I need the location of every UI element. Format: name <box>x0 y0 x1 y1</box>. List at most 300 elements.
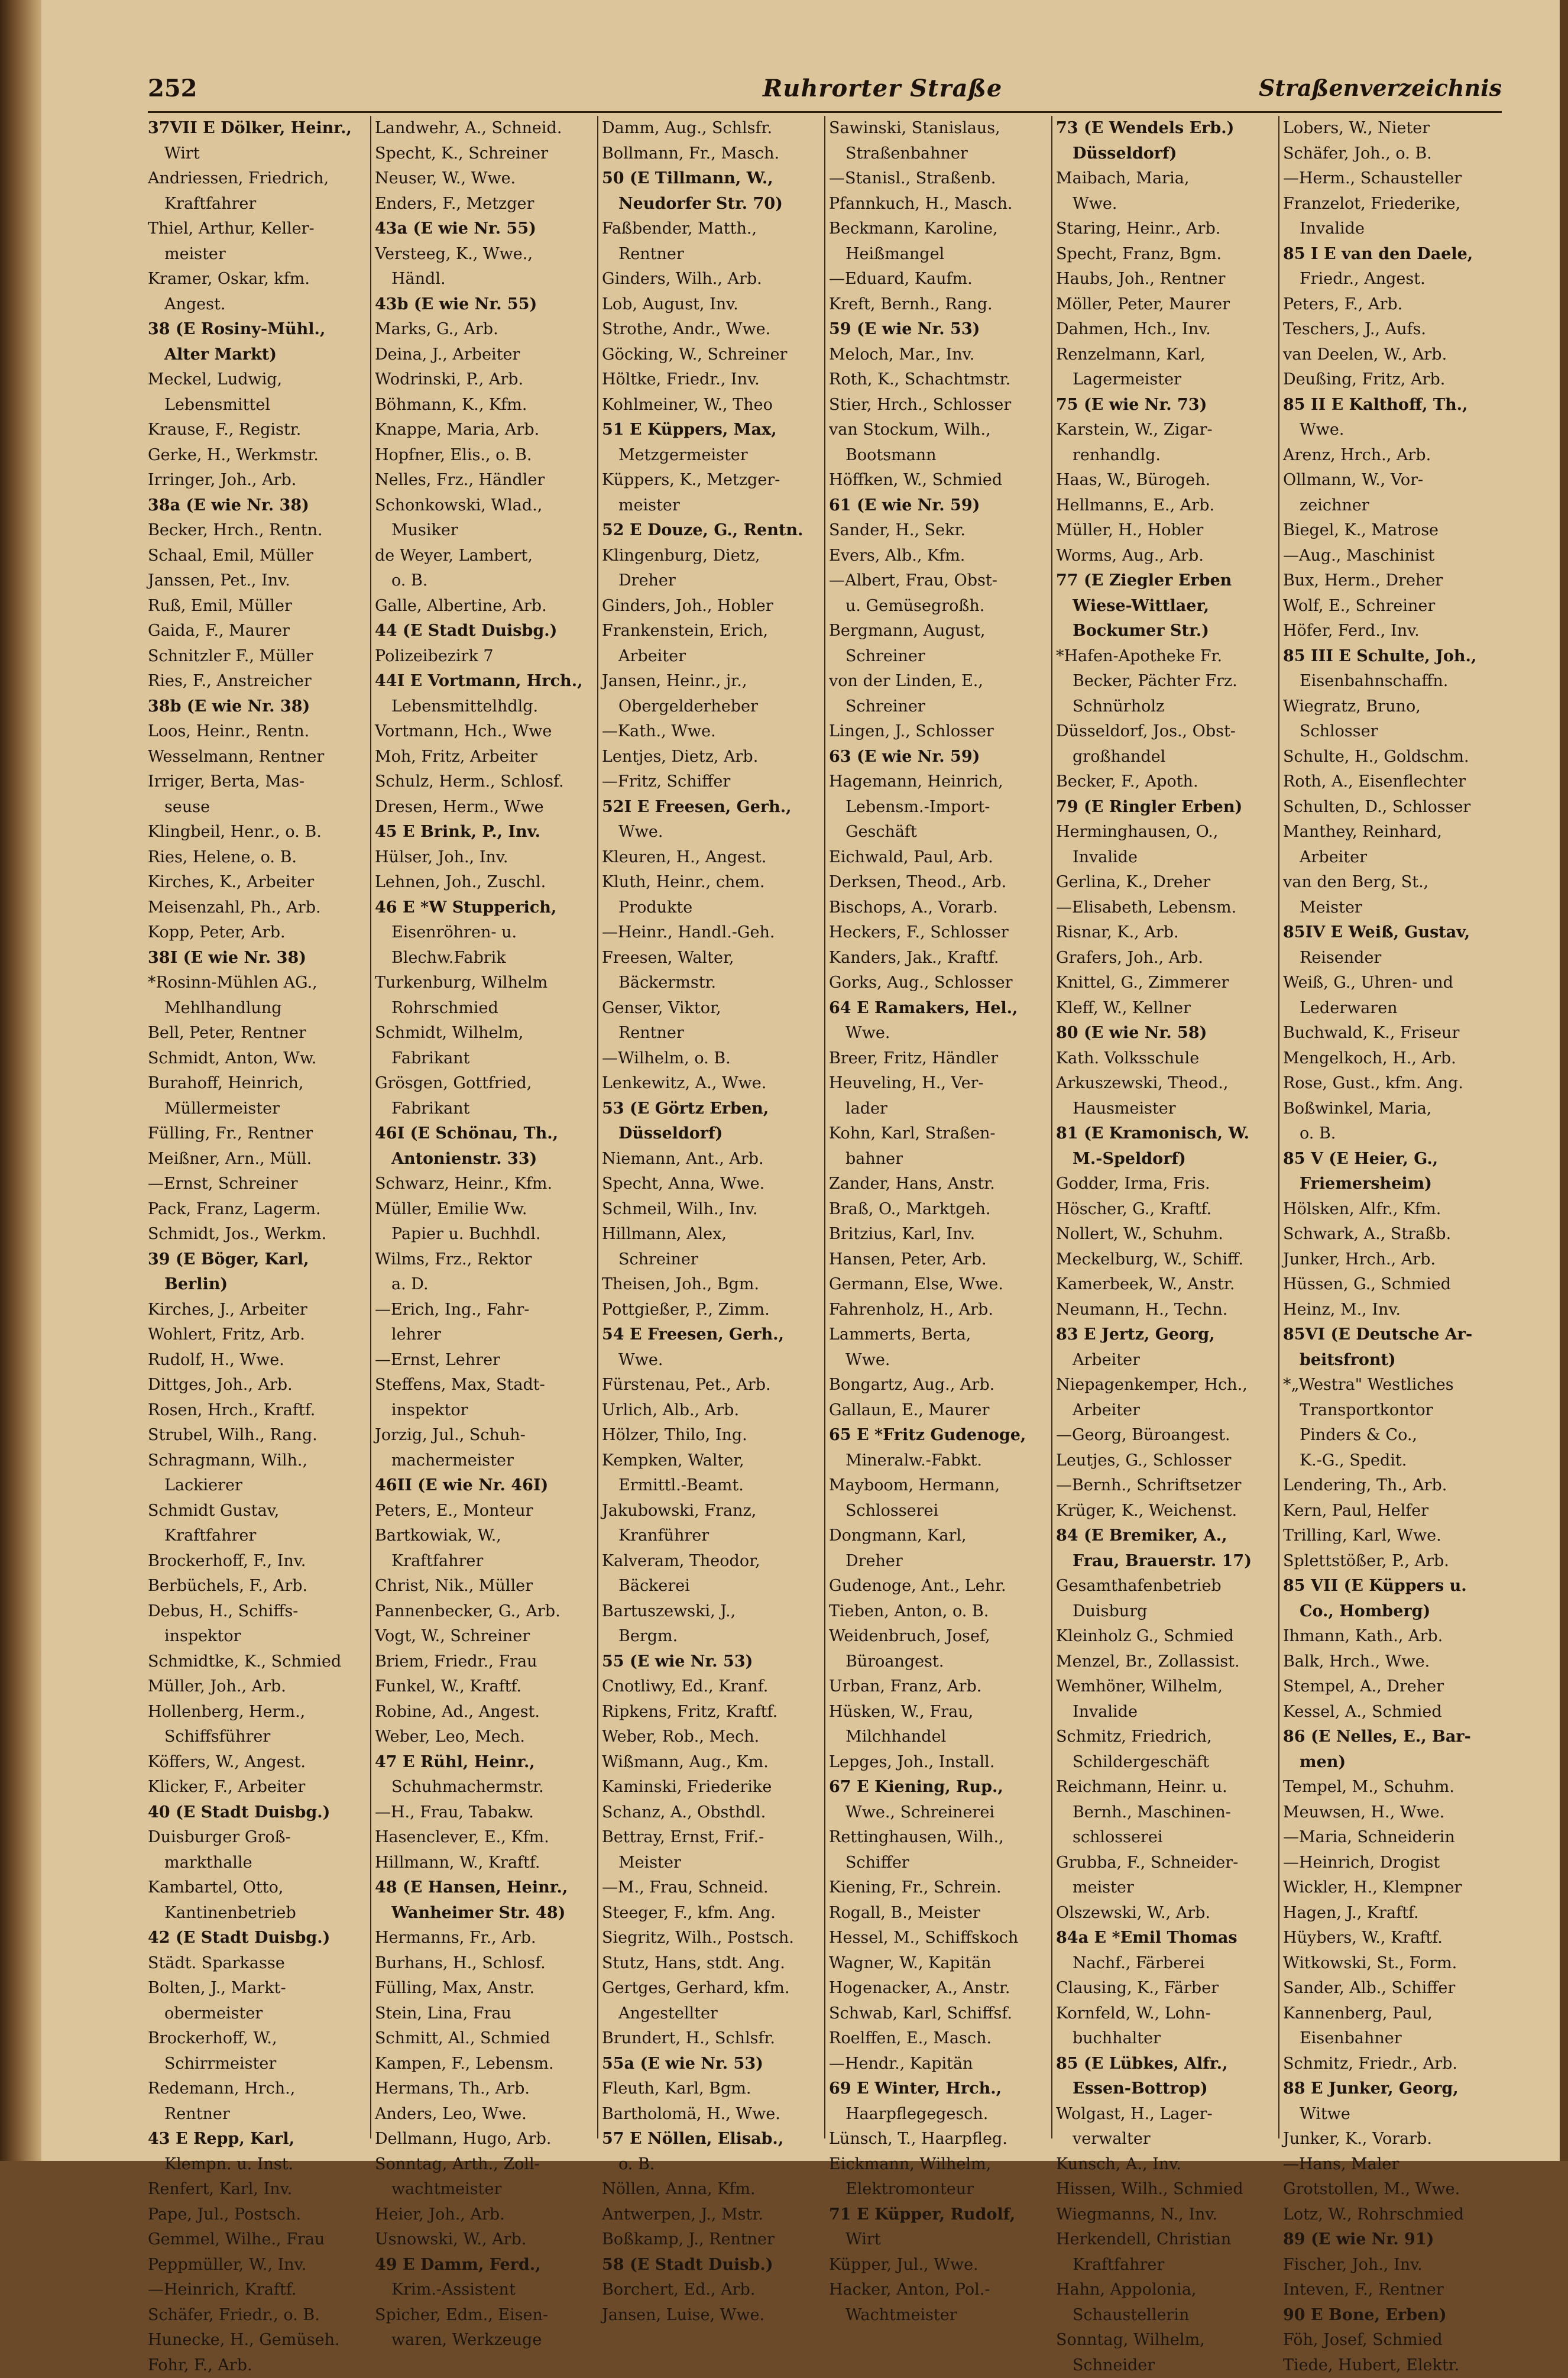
resident-entry: Lebensmittelhdlg. <box>375 694 597 720</box>
resident-entry: Wwe. <box>602 820 824 845</box>
resident-entry: Schaal, Emil, Müller <box>148 543 370 569</box>
resident-entry: Kaminski, Friederike <box>602 1775 824 1800</box>
column-6 <box>1283 116 1505 2138</box>
resident-entry: Neuser, W., Wwe. <box>375 166 597 192</box>
resident-entry: Specht, Franz, Bgm. <box>1056 242 1278 267</box>
resident-entry: —Georg, Büroangest. <box>1056 1423 1278 1448</box>
resident-entry: Lob, August, Inv. <box>602 292 824 318</box>
resident-entry: Wesselmann, Rentner <box>148 745 370 770</box>
resident-entry: Friedr., Angest. <box>1283 267 1505 292</box>
resident-entry: Wwe. <box>829 1348 1051 1373</box>
resident-entry: Dreher <box>829 1549 1051 1574</box>
resident-entry: Wißmann, Aug., Km. <box>602 1750 824 1775</box>
resident-entry: Ries, F., Anstreicher <box>148 669 370 694</box>
house-number-entry: Alter Markt) <box>148 342 370 368</box>
resident-entry: —H., Frau, Tabakw. <box>375 1800 597 1826</box>
resident-entry: Bäckerei <box>602 1574 824 1599</box>
resident-entry: Enders, F., Metzger <box>375 192 597 217</box>
resident-entry: verwalter <box>1056 2127 1278 2152</box>
resident-entry: von der Linden, E., <box>829 669 1051 694</box>
house-number-entry: 49 E Damm, Ferd., <box>375 2253 597 2278</box>
resident-entry: Eichwald, Paul, Arb. <box>829 845 1051 871</box>
resident-entry: Städt. Sparkasse <box>148 1951 370 1976</box>
resident-entry: Burahoff, Heinrich, <box>148 1071 370 1096</box>
resident-entry: Hasenclever, E., Kfm. <box>375 1825 597 1850</box>
resident-entry: Schildergeschäft <box>1056 1750 1278 1775</box>
resident-entry: Jansen, Luise, Wwe. <box>602 2303 824 2328</box>
resident-entry: Händl. <box>375 267 597 292</box>
resident-entry: Irriger, Berta, Mas- <box>148 769 370 795</box>
resident-entry: meister <box>602 493 824 519</box>
resident-entry: K.-G., Spedit. <box>1283 1448 1505 1474</box>
resident-entry: Olszewski, W., Arb. <box>1056 1901 1278 1926</box>
resident-entry: Karstein, W., Zigar- <box>1056 418 1278 443</box>
resident-entry: Staring, Heinr., Arb. <box>1056 216 1278 242</box>
resident-entry: Tempel, M., Schuhm. <box>1283 1775 1505 1800</box>
resident-entry: Stier, Hrch., Schlosser <box>829 393 1051 418</box>
house-number-entry: 88 E Junker, Georg, <box>1283 2076 1505 2102</box>
house-number-entry: 58 (E Stadt Duisb.) <box>602 2253 824 2278</box>
resident-entry: Weidenbruch, Josef, <box>829 1624 1051 1649</box>
resident-entry: Meister <box>1283 895 1505 921</box>
resident-entry: Lendering, Th., Arb. <box>1283 1473 1505 1499</box>
resident-entry: Damm, Aug., Schlsfr. <box>602 116 824 141</box>
resident-entry: —Fritz, Schiffer <box>602 769 824 795</box>
resident-entry: Metzgermeister <box>602 443 824 468</box>
resident-entry: Hölzer, Thilo, Ing. <box>602 1423 824 1448</box>
resident-entry: Hellmanns, E., Arb. <box>1056 493 1278 519</box>
resident-entry: Siegritz, Wilh., Postsch. <box>602 1926 824 1951</box>
house-number-entry: 40 (E Stadt Duisbg.) <box>148 1800 370 1826</box>
resident-entry: —Eduard, Kaufm. <box>829 267 1051 292</box>
resident-entry: Schmidt Gustav, <box>148 1499 370 1524</box>
resident-entry: Bell, Peter, Rentner <box>148 1021 370 1046</box>
resident-entry: Föh, Josef, Schmied <box>1283 2328 1505 2353</box>
house-number-entry: 85 V (E Heier, G., <box>1283 1147 1505 1172</box>
resident-entry: Kramer, Oskar, kfm. <box>148 267 370 292</box>
resident-entry: Vortmann, Hch., Wwe <box>375 719 597 745</box>
resident-entry: Schmidtke, K., Schmied <box>148 1649 370 1675</box>
resident-entry: Bux, Herm., Dreher <box>1283 568 1505 594</box>
resident-entry: Hogenacker, A., Anstr. <box>829 1976 1051 2001</box>
resident-entry: Krüger, K., Weichenst. <box>1056 1499 1278 1524</box>
resident-entry: Kornfeld, W., Lohn- <box>1056 2001 1278 2027</box>
resident-entry: Bartuszewski, J., <box>602 1599 824 1625</box>
resident-entry: Manthey, Reinhard, <box>1283 820 1505 845</box>
resident-entry: Hagemann, Heinrich, <box>829 769 1051 795</box>
house-number-entry: 52I E Freesen, Gerh., <box>602 795 824 820</box>
resident-entry: Sander, Alb., Schiffer <box>1283 1976 1505 2001</box>
resident-entry: Milchhandel <box>829 1725 1051 1750</box>
resident-entry: Hölsken, Alfr., Kfm. <box>1283 1197 1505 1222</box>
resident-entry: Witwe <box>1283 2102 1505 2127</box>
resident-entry: Bartkowiak, W., <box>375 1523 597 1549</box>
resident-entry: meister <box>1056 1875 1278 1901</box>
resident-entry: Worms, Aug., Arb. <box>1056 543 1278 569</box>
resident-entry: Papier u. Buchhdl. <box>375 1222 597 1247</box>
resident-entry: Kohn, Karl, Straßen- <box>829 1121 1051 1147</box>
house-number-entry: 46II (E wie Nr. 46I) <box>375 1473 597 1499</box>
resident-entry: markthalle <box>148 1850 370 1876</box>
resident-entry: Müllermeister <box>148 1096 370 1122</box>
resident-entry: Britzius, Karl, Inv. <box>829 1222 1051 1247</box>
resident-entry: Grubba, F., Schneider- <box>1056 1850 1278 1876</box>
resident-entry: Renzelmann, Karl, <box>1056 342 1278 368</box>
resident-entry: Fülling, Fr., Rentner <box>148 1121 370 1147</box>
resident-entry: Reichmann, Heinr. u. <box>1056 1775 1278 1800</box>
resident-entry: Böhmann, K., Kfm. <box>375 393 597 418</box>
resident-entry: Eisenbahner <box>1283 2026 1505 2052</box>
resident-entry: Rentner <box>602 1021 824 1046</box>
resident-entry: Lotz, W., Rohrschmied <box>1283 2202 1505 2228</box>
resident-entry: Schwarz, Heinr., Kfm. <box>375 1172 597 1197</box>
section-title: Straßenverzeichnis <box>1259 75 1502 101</box>
house-number-entry: 80 (E wie Nr. 58) <box>1056 1021 1278 1046</box>
house-number-entry: 83 E Jertz, Georg, <box>1056 1322 1278 1348</box>
resident-entry: Kessel, A., Schmied <box>1283 1700 1505 1725</box>
resident-entry: Niepagenkemper, Hch., <box>1056 1373 1278 1398</box>
resident-entry: Clausing, K., Färber <box>1056 1976 1278 2001</box>
resident-entry: Fabrikant <box>375 1096 597 1122</box>
resident-entry: Hansen, Peter, Arb. <box>829 1247 1051 1273</box>
resident-entry: großhandel <box>1056 745 1278 770</box>
resident-entry: Gesamthafenbetrieb <box>1056 1574 1278 1599</box>
resident-entry: Hillmann, W., Kraftf. <box>375 1850 597 1876</box>
house-number-entry: 69 E Winter, Hrch., <box>829 2076 1051 2102</box>
house-number-entry: 38I (E wie Nr. 38) <box>148 946 370 971</box>
resident-entry: Teschers, J., Aufs. <box>1283 317 1505 342</box>
resident-entry: Invalide <box>1056 845 1278 871</box>
resident-entry: Kalveram, Theodor, <box>602 1549 824 1574</box>
resident-entry: Eisenbahnschaffn. <box>1283 669 1505 694</box>
resident-entry: Invalide <box>1283 216 1505 242</box>
resident-entry: Niemann, Ant., Arb. <box>602 1147 824 1172</box>
resident-entry: Küpper, Jul., Wwe. <box>829 2253 1051 2278</box>
resident-entry: Kirches, J., Arbeiter <box>148 1298 370 1323</box>
resident-entry: Dresen, Herm., Wwe <box>375 795 597 820</box>
resident-entry: Obergelderheber <box>602 694 824 720</box>
house-number-entry: 90 E Bone, Erben) <box>1283 2303 1505 2328</box>
resident-entry: Balk, Hrch., Wwe. <box>1283 1649 1505 1675</box>
resident-entry: Kamerbeek, W., Anstr. <box>1056 1272 1278 1298</box>
house-number-entry: 67 E Kiening, Rup., <box>829 1775 1051 1800</box>
resident-entry: Wagner, W., Kapitän <box>829 1951 1051 1976</box>
resident-entry: Jakubowski, Franz, <box>602 1499 824 1524</box>
resident-entry: Breer, Fritz, Händler <box>829 1046 1051 1072</box>
page-edge <box>1560 0 1568 2161</box>
house-number-entry: 46I (E Schönau, Th., <box>375 1121 597 1147</box>
resident-entry: —Kath., Wwe. <box>602 719 824 745</box>
resident-entry: Schonkowski, Wlad., <box>375 493 597 519</box>
resident-entry: de Weyer, Lambert, <box>375 543 597 569</box>
resident-entry: Ginders, Joh., Hobler <box>602 594 824 619</box>
resident-entry: Boßkamp, J., Rentner <box>602 2227 824 2253</box>
resident-entry: Kranführer <box>602 1523 824 1549</box>
resident-entry: Burhans, H., Schlosf. <box>375 1951 597 1976</box>
resident-entry: Fahrenholz, H., Arb. <box>829 1298 1051 1323</box>
resident-entry: Weber, Rob., Mech. <box>602 1725 824 1750</box>
house-number-entry: 50 (E Tillmann, W., <box>602 166 824 192</box>
page-header <box>148 75 1502 110</box>
resident-entry: Strothe, Andr., Wwe. <box>602 317 824 342</box>
house-number-entry: Antonienstr. 33) <box>375 1147 597 1172</box>
resident-entry: Brundert, H., Schlsfr. <box>602 2026 824 2052</box>
resident-entry: inspektor <box>375 1398 597 1423</box>
resident-entry: Lentjes, Dietz, Arb. <box>602 745 824 770</box>
resident-entry: Fülling, Max, Anstr. <box>375 1976 597 2001</box>
resident-entry: Steeger, F., kfm. Ang. <box>602 1901 824 1926</box>
resident-entry: —Ernst, Schreiner <box>148 1172 370 1197</box>
house-number-entry: beitsfront) <box>1283 1348 1505 1373</box>
resident-entry: Bollmann, Fr., Masch. <box>602 141 824 167</box>
resident-entry: Schmitt, Al., Schmied <box>375 2026 597 2052</box>
resident-entry: Debus, H., Schiffs- <box>148 1599 370 1625</box>
resident-entry: Dittges, Joh., Arb. <box>148 1373 370 1398</box>
resident-entry: seuse <box>148 795 370 820</box>
house-number-entry: 89 (E wie Nr. 91) <box>1283 2227 1505 2253</box>
resident-entry: Müller, H., Hobler <box>1056 518 1278 543</box>
resident-entry: —M., Frau, Schneid. <box>602 1875 824 1901</box>
resident-entry: Hüsken, W., Frau, <box>829 1700 1051 1725</box>
resident-entry: Dahmen, Hch., Inv. <box>1056 317 1278 342</box>
resident-entry: —Heinrich, Drogist <box>1283 1850 1505 1876</box>
house-number-entry: 46 E *W Stupperich, <box>375 895 597 921</box>
resident-entry: Borchert, Ed., Arb. <box>602 2277 824 2303</box>
resident-entry: Reisender <box>1283 946 1505 971</box>
resident-entry: Hermans, Th., Arb. <box>375 2076 597 2102</box>
resident-entry: Arbeiter <box>1056 1348 1278 1373</box>
resident-entry: obermeister <box>148 2001 370 2027</box>
resident-entry: Hüybers, W., Kraftf. <box>1283 1926 1505 1951</box>
resident-entry: Peters, F., Arb. <box>1283 292 1505 318</box>
house-number-entry: Friemersheim) <box>1283 1172 1505 1197</box>
resident-entry: Müller, Joh., Arb. <box>148 1674 370 1700</box>
resident-entry: Ihmann, Kath., Arb. <box>1283 1624 1505 1649</box>
resident-entry: Janssen, Pet., Inv. <box>148 568 370 594</box>
resident-entry: waren, Werkzeuge <box>375 2328 597 2353</box>
resident-entry: Stutz, Hans, stdt. Ang. <box>602 1951 824 1976</box>
resident-entry: Schwab, Karl, Schiffsf. <box>829 2001 1051 2027</box>
resident-entry: Lammerts, Berta, <box>829 1322 1051 1348</box>
column-5 <box>1056 116 1279 2138</box>
resident-entry: —Bernh., Schriftsetzer <box>1056 1473 1278 1499</box>
column-1 <box>148 116 371 2138</box>
resident-entry: Galle, Albertine, Arb. <box>375 594 597 619</box>
resident-entry: Redemann, Hrch., <box>148 2076 370 2102</box>
resident-entry: Schanz, A., Obsthdl. <box>602 1800 824 1826</box>
resident-entry: Turkenburg, Wilhelm <box>375 970 597 996</box>
resident-entry: Junker, Hrch., Arb. <box>1283 1247 1505 1273</box>
resident-entry: Godder, Irma, Fris. <box>1056 1172 1278 1197</box>
resident-entry: Versteeg, K., Wwe., <box>375 242 597 267</box>
resident-entry: Wachtmeister <box>829 2303 1051 2328</box>
resident-entry: Wilms, Frz., Rektor <box>375 1247 597 1273</box>
resident-entry: Risnar, K., Arb. <box>1056 920 1278 946</box>
resident-entry: Renfert, Karl, Inv. <box>148 2177 370 2202</box>
resident-entry: Marks, G., Arb. <box>375 317 597 342</box>
resident-entry: Rentner <box>602 242 824 267</box>
resident-entry: Leutjes, G., Schlosser <box>1056 1448 1278 1474</box>
resident-entry: Grotstollen, M., Wwe. <box>1283 2177 1505 2202</box>
resident-entry: Ries, Helene, o. B. <box>148 845 370 871</box>
house-number-entry: 85 VII (E Küppers u. <box>1283 1574 1505 1599</box>
resident-entry: Herkendell, Christian <box>1056 2227 1278 2253</box>
resident-entry: Pack, Franz, Lagerm. <box>148 1197 370 1222</box>
resident-entry: Krause, F., Registr. <box>148 418 370 443</box>
house-number-entry: 43a (E wie Nr. 55) <box>375 216 597 242</box>
resident-entry: Jorzig, Jul., Schuh- <box>375 1423 597 1448</box>
resident-entry: Meisenzahl, Ph., Arb. <box>148 895 370 921</box>
resident-entry: Kraftfahrer <box>1056 2253 1278 2278</box>
resident-entry: Gerke, H., Werkmstr. <box>148 443 370 468</box>
resident-entry: u. Gemüsegroßh. <box>829 594 1051 619</box>
resident-entry: buchhalter <box>1056 2026 1278 2052</box>
resident-entry: —Herm., Schausteller <box>1283 166 1505 192</box>
resident-entry: Klicker, F., Arbeiter <box>148 1775 370 1800</box>
resident-entry: Arbeiter <box>1056 1398 1278 1423</box>
resident-entry: Wodrinski, P., Arb. <box>375 367 597 393</box>
resident-entry: Schulte, H., Goldschm. <box>1283 745 1505 770</box>
resident-entry: Fischer, Joh., Inv. <box>1283 2253 1505 2278</box>
house-number-entry: 37VII E Dölker, Heinr., <box>148 116 370 141</box>
resident-entry: Wohlert, Fritz, Arb. <box>148 1322 370 1348</box>
house-number-entry: 63 (E wie Nr. 59) <box>829 745 1051 770</box>
resident-entry: Meckel, Ludwig, <box>148 367 370 393</box>
resident-entry: *„Westra" Westliches <box>1283 1373 1505 1398</box>
resident-entry: Cnotliwy, Ed., Kranf. <box>602 1674 824 1700</box>
resident-entry: Meister <box>602 1850 824 1876</box>
resident-entry: Kraftfahrer <box>375 1549 597 1574</box>
resident-entry: Hessel, M., Schiffskoch <box>829 1926 1051 1951</box>
resident-entry: Gerlina, K., Dreher <box>1056 870 1278 895</box>
resident-entry: Hillmann, Alex, <box>602 1222 824 1247</box>
resident-entry: o. B. <box>375 568 597 594</box>
resident-entry: Peppmüller, W., Inv. <box>148 2253 370 2278</box>
resident-entry: Schiffer <box>829 1850 1051 1876</box>
house-number-entry: Essen-Bottrop) <box>1056 2076 1278 2102</box>
house-number-entry: 39 (E Böger, Karl, <box>148 1247 370 1273</box>
resident-entry: Lagermeister <box>1056 367 1278 393</box>
resident-entry: Vogt, W., Schreiner <box>375 1624 597 1649</box>
house-number-entry: 71 E Küpper, Rudolf, <box>829 2202 1051 2228</box>
resident-entry: van den Berg, St., <box>1283 870 1505 895</box>
house-number-entry: 85 II E Kalthoff, Th., <box>1283 393 1505 418</box>
resident-entry: Möller, Peter, Maurer <box>1056 292 1278 318</box>
resident-entry: Schmidt, Anton, Ww. <box>148 1046 370 1072</box>
resident-entry: Schulten, D., Schlosser <box>1283 795 1505 820</box>
resident-entry: Meißner, Arn., Müll. <box>148 1147 370 1172</box>
resident-entry: Bolten, J., Markt- <box>148 1976 370 2001</box>
resident-entry: Klingbeil, Henr., o. B. <box>148 820 370 845</box>
resident-entry: Jansen, Heinr., jr., <box>602 669 824 694</box>
resident-entry: Steffens, Max, Stadt- <box>375 1373 597 1398</box>
resident-entry: Wirt <box>829 2227 1051 2253</box>
house-number-entry: 44 (E Stadt Duisbg.) <box>375 619 597 644</box>
house-number-entry: 64 E Ramakers, Hel., <box>829 996 1051 1021</box>
resident-entry: Specht, K., Schreiner <box>375 141 597 167</box>
resident-entry: Schnürholz <box>1056 694 1278 720</box>
resident-entry: Mineralw.-Fabkt. <box>829 1448 1051 1474</box>
house-number-entry: 73 (E Wendels Erb.) <box>1056 116 1278 141</box>
resident-entry: Becker, Hrch., Rentn. <box>148 518 370 543</box>
resident-entry: Schneider <box>1056 2353 1278 2378</box>
resident-entry: Höfer, Ferd., Inv. <box>1283 619 1505 644</box>
resident-entry: Haas, W., Bürogeh. <box>1056 468 1278 493</box>
resident-entry: Kantinenbetrieb <box>148 1901 370 1926</box>
resident-entry: bahner <box>829 1147 1051 1172</box>
resident-entry: Fabrikant <box>375 1046 597 1072</box>
resident-entry: Bettray, Ernst, Frif.- <box>602 1825 824 1850</box>
resident-entry: Rose, Gust., kfm. Ang. <box>1283 1071 1505 1096</box>
resident-entry: Inteven, F., Rentner <box>1283 2277 1505 2303</box>
house-number-entry: 42 (E Stadt Duisbg.) <box>148 1926 370 1951</box>
resident-entry: Kopp, Peter, Arb. <box>148 920 370 946</box>
page-number: 252 <box>148 75 197 102</box>
resident-entry: Lepges, Joh., Install. <box>829 1750 1051 1775</box>
resident-entry: —Wilhelm, o. B. <box>602 1046 824 1072</box>
resident-entry: Buchwald, K., Friseur <box>1283 1021 1505 1046</box>
resident-entry: Wolgast, H., Lager- <box>1056 2102 1278 2127</box>
resident-entry: Dongmann, Karl, <box>829 1523 1051 1549</box>
resident-entry: Schmitz, Friedr., Arb. <box>1283 2052 1505 2077</box>
resident-entry: Schreiner <box>829 694 1051 720</box>
resident-entry: Schwark, A., Straßb. <box>1283 1222 1505 1247</box>
resident-entry: Gaida, F., Maurer <box>148 619 370 644</box>
house-number-entry: 45 E Brink, P., Inv. <box>375 820 597 845</box>
resident-entry: Rentner <box>148 2102 370 2127</box>
resident-entry: machermeister <box>375 1448 597 1474</box>
resident-entry: Irringer, Joh., Arb. <box>148 468 370 493</box>
house-number-entry: Bockumer Str.) <box>1056 619 1278 644</box>
resident-entry: Bäckermstr. <box>602 970 824 996</box>
resident-entry: Schlosserei <box>829 1499 1051 1524</box>
resident-entry: Kohlmeiner, W., Theo <box>602 393 824 418</box>
resident-entry: Bernh., Maschinen- <box>1056 1800 1278 1826</box>
resident-entry: Anders, Leo, Wwe. <box>375 2102 597 2127</box>
resident-entry: inspektor <box>148 1624 370 1649</box>
resident-entry: Wwe. <box>602 1348 824 1373</box>
resident-entry: Lederwaren <box>1283 996 1505 1021</box>
resident-entry: Pape, Jul., Postsch. <box>148 2202 370 2228</box>
house-number-entry: Düsseldorf) <box>602 1121 824 1147</box>
house-number-entry: 47 E Rühl, Heinr., <box>375 1750 597 1775</box>
house-number-entry: 61 (E wie Nr. 59) <box>829 493 1051 519</box>
book-binding <box>0 0 41 2161</box>
resident-entry: Thiel, Arthur, Keller- <box>148 216 370 242</box>
resident-entry: —Heinr., Handl.-Geh. <box>602 920 824 946</box>
resident-entry: van Stockum, Wilh., <box>829 418 1051 443</box>
resident-entry: Rudolf, H., Wwe. <box>148 1348 370 1373</box>
resident-entry: Bergm. <box>602 1624 824 1649</box>
resident-entry: Kath. Volksschule <box>1056 1046 1278 1072</box>
resident-entry: Lehnen, Joh., Zuschl. <box>375 870 597 895</box>
resident-entry: Kannenberg, Paul, <box>1283 2001 1505 2027</box>
resident-entry: Meloch, Mar., Inv. <box>829 342 1051 368</box>
resident-entry: Angestellter <box>602 2001 824 2027</box>
resident-entry: Menzel, Br., Zollassist. <box>1056 1649 1278 1675</box>
resident-entry: Kempken, Walter, <box>602 1448 824 1474</box>
resident-entry: Wwe., Schreinerei <box>829 1800 1051 1826</box>
resident-entry: Andriessen, Friedrich, <box>148 166 370 192</box>
house-number-entry: Berlin) <box>148 1272 370 1298</box>
resident-entry: Musiker <box>375 518 597 543</box>
resident-entry: Schmitz, Friedrich, <box>1056 1725 1278 1750</box>
resident-entry: Klingenburg, Dietz, <box>602 543 824 569</box>
resident-entry: Freesen, Walter, <box>602 946 824 971</box>
house-number-entry: 85IV E Weiß, Gustav, <box>1283 920 1505 946</box>
resident-entry: Lünsch, T., Haarpfleg. <box>829 2127 1051 2152</box>
resident-entry: Robine, Ad., Angest. <box>375 1700 597 1725</box>
